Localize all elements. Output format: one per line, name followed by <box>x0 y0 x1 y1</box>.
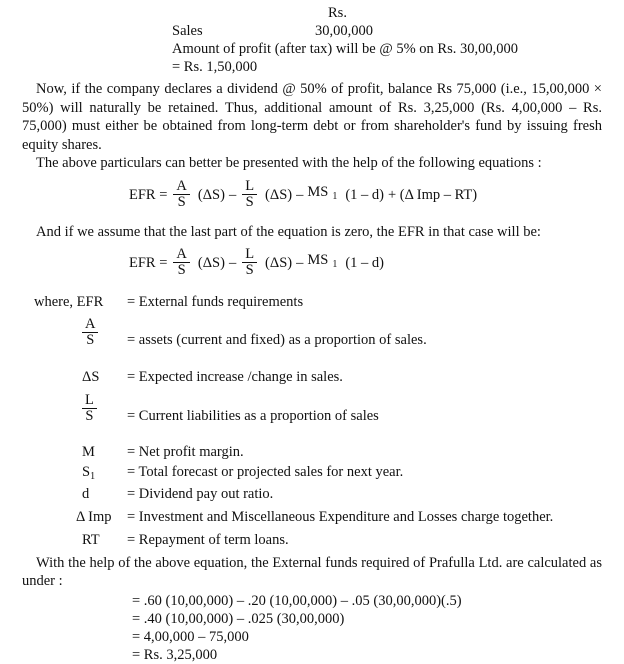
calc-line: = .40 (10,00,000) – .025 (30,00,000) <box>132 611 345 627</box>
eq1-ms-term: (1 – d) <box>345 186 384 203</box>
equations-intro: The above particulars can better be presented with the help of the following equations : <box>36 155 542 171</box>
currency-header: Rs. <box>328 5 347 21</box>
def-ls-symbol: $\frac{L}{S}$ <box>82 393 126 424</box>
eq2-a-term: (ΔS) <box>197 254 225 271</box>
equation-full <box>129 179 481 210</box>
eq2-minus2: – <box>296 254 304 271</box>
def-m-symbol: M <box>82 444 95 460</box>
def-ds-symbol: ΔS <box>82 369 100 385</box>
def-rt-symbol: RT <box>82 532 100 548</box>
def-m: = Net profit margin. <box>127 444 244 460</box>
def-ls: = Current liabilities as a proportion of sales <box>127 408 379 424</box>
eq1-l-term: (ΔS) <box>265 186 293 203</box>
sales-label: Sales <box>172 23 203 39</box>
eq1-ms: MS $_1$ <box>307 184 338 202</box>
eq2-l-term: (ΔS) <box>265 254 293 271</box>
def-imp: = Investment and Miscellaneous Expenditure and Losses charge together. <box>127 509 554 525</box>
eq2-lhs: EFR = <box>129 254 168 271</box>
def-rt: = Repayment of term loans. <box>127 532 289 548</box>
def-efr: = External funds requirements <box>127 294 304 310</box>
where-efr-label: where, EFR <box>34 294 104 310</box>
calc-line: = .60 (10,00,000) – .20 (10,00,000) – .05 (30,00,000)(.5) <box>132 593 462 609</box>
sales-value: 30,00,000 <box>315 23 373 39</box>
def-d: = Dividend pay out ratio. <box>127 486 274 502</box>
eq2-ms-term: (1 – d) <box>345 254 384 271</box>
def-s1: = Total forecast or projected sales for next year. <box>127 464 404 480</box>
eq2-ms: MS $_1$ <box>307 252 338 270</box>
equation-reduced <box>129 247 388 278</box>
eq2-assets-fraction: $\frac{A}{S}$ <box>173 247 193 278</box>
def-ds: = Expected increase /change in sales. <box>127 369 343 385</box>
profit-line: Amount of profit (after tax) will be @ 5% on Rs. 30,00,000 <box>172 41 518 57</box>
def-imp-symbol: Δ Imp <box>76 509 112 525</box>
def-s1-symbol: $S_1$ <box>82 464 96 482</box>
eq1-minus2: – <box>296 186 304 203</box>
eq2-minus1: – <box>228 254 237 271</box>
assume-zero-paragraph: And if we assume that the last part of the equation is zero, the EFR in that case will be: <box>36 224 541 240</box>
calc-intro-paragraph: With the help of the above equation, the External funds required of Prafulla Ltd. are calculated as under : <box>22 555 602 589</box>
def-as-symbol: $\frac{A}{S}$ <box>82 317 126 348</box>
def-d-symbol: d <box>82 486 90 502</box>
eq1-tail: + (Δ Imp – RT) <box>387 186 478 203</box>
eq1-lhs: EFR = <box>129 186 168 203</box>
profit-result: = Rs. 1,50,000 <box>172 59 258 75</box>
calc-line: = Rs. 3,25,000 <box>132 647 218 663</box>
def-as: = assets (current and fixed) as a proportion of sales. <box>127 332 427 348</box>
eq2-liabilities-fraction: $\frac{L}{S}$ <box>242 247 261 278</box>
eq1-a-term: (ΔS) <box>197 186 225 203</box>
dividend-paragraph: Now, if the company declares a dividend @ 50% of profit, balance Rs 75,000 (i.e., 15,00,000 × 50%) will naturally be retained. Thus, additional amount of Rs. 3,25,000 (Rs. 4,00,000 – Rs. 75,000) must either be obtained from long-term debt or from shareholder's fund by issuing fresh equity shares. <box>22 81 602 153</box>
calc-line: = 4,00,000 – 75,000 <box>132 629 249 645</box>
eq1-liabilities-fraction: $\frac{L}{S}$ <box>242 179 261 210</box>
eq1-minus1: – <box>228 186 237 203</box>
eq1-assets-fraction: $\frac{A}{S}$ <box>173 179 193 210</box>
